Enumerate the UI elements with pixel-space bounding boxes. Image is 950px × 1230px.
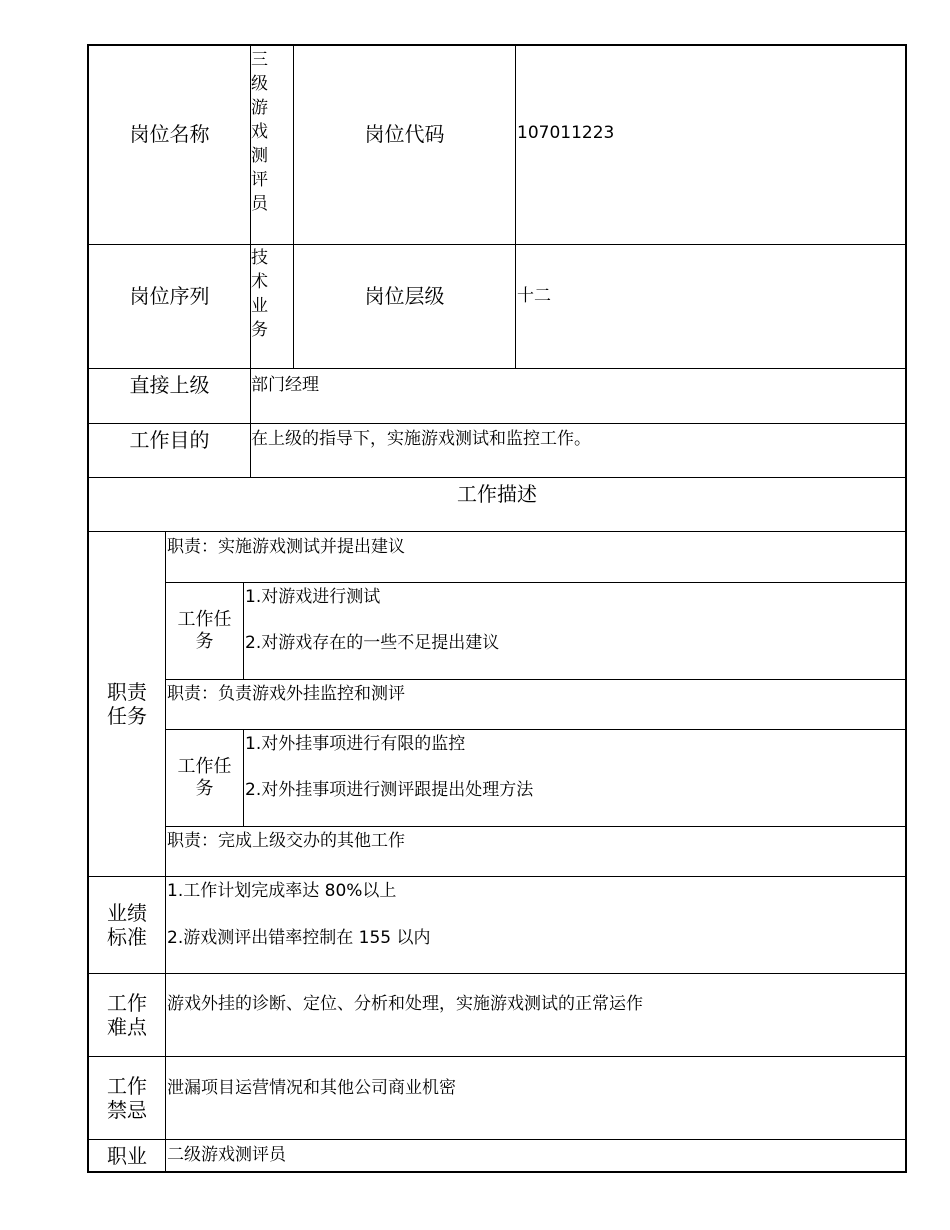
row-divider	[165, 679, 907, 680]
row-divider	[87, 1139, 907, 1140]
duties-label	[89, 532, 165, 876]
col-divider	[243, 729, 244, 827]
difficulty-value: 游戏外挂的诊断、定位、分析和处理，实施游戏测试的正常运作	[167, 994, 643, 1014]
task-label-2-text: 工作任务	[177, 756, 232, 799]
post-series-value: 技术业务	[251, 248, 268, 340]
post-name-value: 三级游戏测评员	[251, 50, 268, 214]
duty-1-task-2: 2.对游戏存在的一些不足提出建议	[245, 633, 500, 653]
purpose-label: 工作目的	[129, 428, 210, 452]
prohibition-value: 泄漏项目运营情况和其他公司商业机密	[167, 1078, 456, 1098]
row-divider	[87, 876, 907, 877]
performance-item-1: 1.工作计划完成率达 80%以上	[167, 881, 397, 901]
difficulty-label-text: 工作难点	[107, 991, 147, 1039]
row-divider	[87, 973, 907, 974]
col-divider	[293, 44, 294, 369]
border-right	[905, 44, 907, 1173]
supervisor-value: 部门经理	[251, 375, 319, 395]
post-series-label: 岗位序列	[129, 284, 210, 308]
row-divider	[165, 582, 907, 583]
task-label-1	[166, 583, 243, 679]
purpose-value: 在上级的指导下，实施游戏测试和监控工作。	[251, 429, 591, 449]
career-value: 二级游戏测评员	[167, 1145, 286, 1165]
row-divider	[165, 729, 907, 730]
post-level-label: 岗位层级	[364, 284, 445, 308]
col-divider	[243, 582, 244, 680]
row-divider	[87, 477, 907, 478]
performance-label-text: 业绩标准	[107, 901, 147, 949]
post-code-label: 岗位代码	[364, 122, 445, 146]
performance-item-2: 2.游戏测评出错率控制在 155 以内	[167, 928, 431, 948]
prohibition-label	[89, 1057, 165, 1139]
task-label-2	[166, 730, 243, 826]
post-code-value: 107011223	[517, 123, 615, 143]
row-divider	[87, 1056, 907, 1057]
difficulty-label	[89, 974, 165, 1056]
row-divider	[165, 826, 907, 827]
row-divider	[87, 423, 907, 424]
duty-2: 职责：负责游戏外挂监控和测评	[167, 684, 405, 704]
work-description-title: 工作描述	[457, 482, 537, 506]
row-divider	[87, 368, 907, 369]
post-name-label: 岗位名称	[129, 122, 210, 146]
duty-1-task-1: 1.对游戏进行测试	[245, 587, 381, 607]
supervisor-label: 直接上级	[129, 373, 210, 397]
prohibition-label-text: 工作禁忌	[107, 1074, 147, 1122]
row-divider	[87, 244, 907, 245]
duties-label-text: 职责任务	[107, 680, 147, 728]
career-label: 职业	[107, 1144, 147, 1168]
duty-1: 职责：实施游戏测试并提出建议	[167, 537, 405, 557]
duty-2-task-2: 2.对外挂事项进行测评跟提出处理方法	[245, 780, 534, 800]
duty-2-task-1: 1.对外挂事项进行有限的监控	[245, 734, 466, 754]
border-top	[87, 44, 907, 46]
task-label-1-text: 工作任务	[177, 609, 232, 652]
performance-label	[89, 877, 165, 973]
border-bottom	[87, 1171, 907, 1173]
duty-3: 职责：完成上级交办的其他工作	[167, 831, 405, 851]
post-level-value: 十二	[517, 286, 551, 306]
row-divider	[87, 531, 907, 532]
col-divider	[515, 44, 516, 369]
